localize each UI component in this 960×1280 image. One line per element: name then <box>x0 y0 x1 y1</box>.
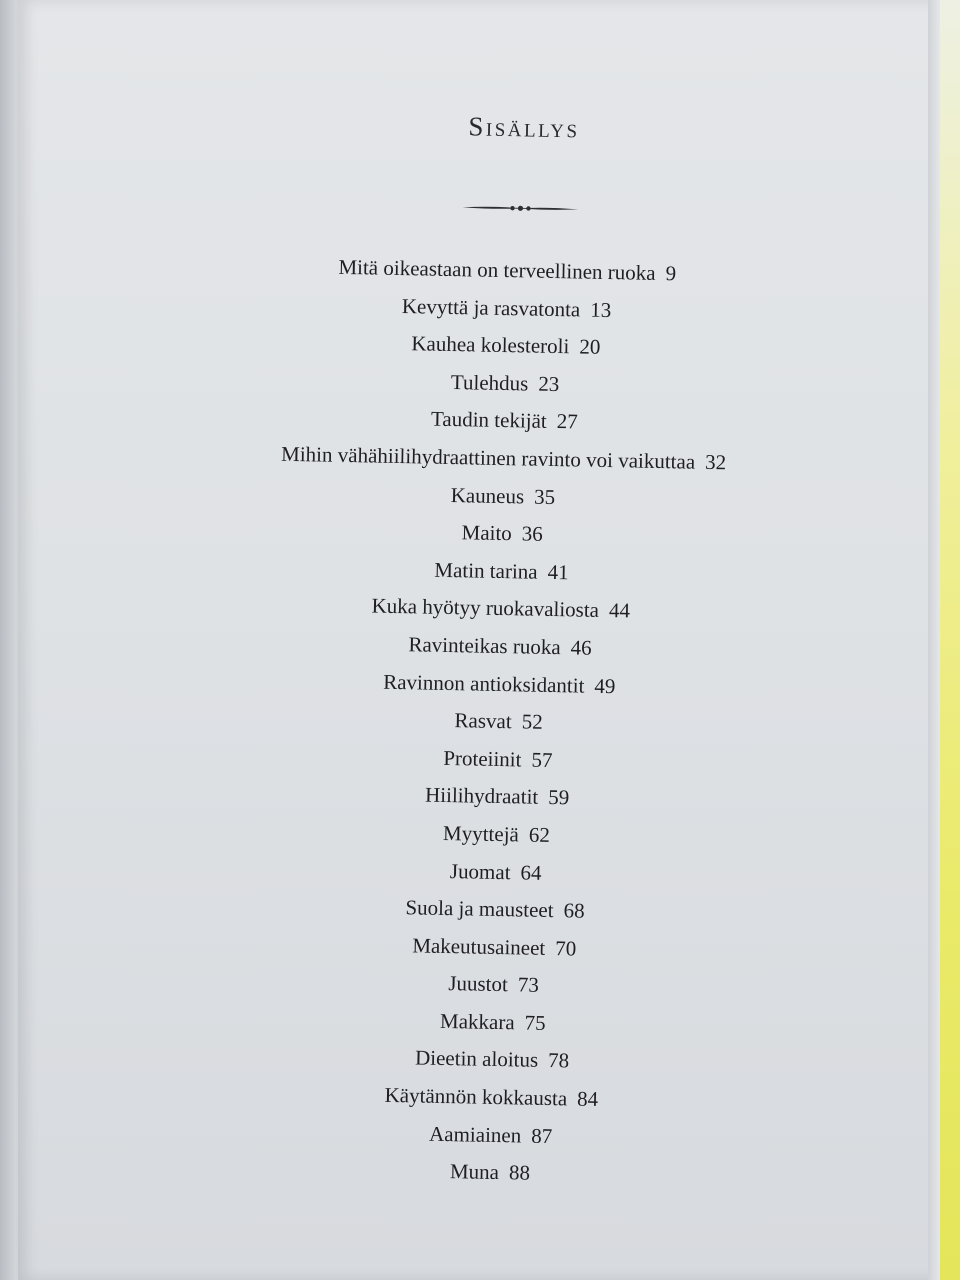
toc-entry-page-number: 84 <box>576 1086 599 1112</box>
toc-entry-title: Mitä oikeastaan on terveellinen ruoka <box>338 254 656 285</box>
toc-entry-page-number: 75 <box>524 1010 546 1035</box>
toc-entry-title: Käytännön kokkausta <box>384 1082 568 1111</box>
toc-entry-title: Kauneus <box>450 482 525 508</box>
toc-entry-title: Juustot <box>448 971 509 997</box>
toc-entry-title: Maito <box>461 520 513 546</box>
toc-entry-page-number: 78 <box>547 1048 570 1073</box>
toc-entry-page-number: 9 <box>665 261 677 286</box>
toc-entry-page-number: 87 <box>531 1123 553 1148</box>
toc-entry-page-number: 73 <box>517 972 540 998</box>
toc-entry-title: Kuka hyötyy ruokavaliosta <box>371 593 600 623</box>
toc-entry-title: Ravinnon antioksidantit <box>383 669 585 698</box>
toc-entry-title: Hiilihydraatit <box>424 782 539 810</box>
toc-entry-title: Suola ja mausteet <box>405 895 554 923</box>
toc-entry-page-number: 62 <box>528 822 551 847</box>
toc-entry-title: Makkara <box>439 1008 515 1035</box>
toc-entry-title: Makeutusaineet <box>412 933 546 960</box>
page-title: Sisällys <box>468 111 580 144</box>
toc-entry-title: Tulehdus <box>450 369 529 396</box>
toc-entry-page-number: 46 <box>570 635 592 660</box>
toc-entry-page-number: 49 <box>594 673 616 698</box>
toc-entry-page-number: 27 <box>556 409 579 434</box>
toc-entry-page-number: 20 <box>579 334 601 360</box>
toc-entry-page-number: 52 <box>521 709 543 734</box>
toc-entry-page-number: 13 <box>590 297 612 322</box>
toc-entry-title: Proteiinit <box>443 745 522 772</box>
toc-entry-page-number: 36 <box>521 521 544 546</box>
toc-entry-page-number: 59 <box>548 785 570 810</box>
toc-entry-title: Kevyttä ja rasvatonta <box>401 293 581 322</box>
toc-entry-page-number: 64 <box>520 859 542 885</box>
toc-entry-title: Taudin tekijät <box>430 407 548 434</box>
toc-entry-title: Rasvat <box>454 708 512 734</box>
toc-entry-title: Mihin vähähiilihydraattinen ravinto voi vaikuttaa <box>280 441 696 474</box>
divider-ornament-icon <box>462 202 578 214</box>
table-of-contents <box>0 242 960 1201</box>
toc-entry-title: Dieetin aloitus <box>414 1045 539 1073</box>
toc-entry-title: Muna <box>449 1159 500 1185</box>
toc-entry-title: Matin tarina <box>434 557 538 584</box>
toc-entry-page-number: 35 <box>533 484 556 509</box>
toc-entry-page-number: 57 <box>531 747 553 772</box>
toc-entry-page-number: 44 <box>608 598 631 623</box>
toc-entry-page-number: 68 <box>563 898 585 923</box>
toc-entry-title: Aamiainen <box>428 1121 522 1148</box>
toc-entry-title: Juomat <box>449 858 511 884</box>
toc-entry-page-number: 70 <box>555 935 577 961</box>
toc-entry-page-number: 32 <box>704 449 727 475</box>
toc-entry-title: Myyttejä <box>442 820 520 847</box>
toc-entry-page-number: 41 <box>547 559 569 585</box>
toc-entry-page-number: 23 <box>538 371 560 396</box>
toc-entry-title: Kauhea kolesteroli <box>411 331 570 359</box>
toc-entry-page-number: 88 <box>508 1160 531 1185</box>
toc-entry-title: Ravinteikas ruoka <box>408 632 561 660</box>
